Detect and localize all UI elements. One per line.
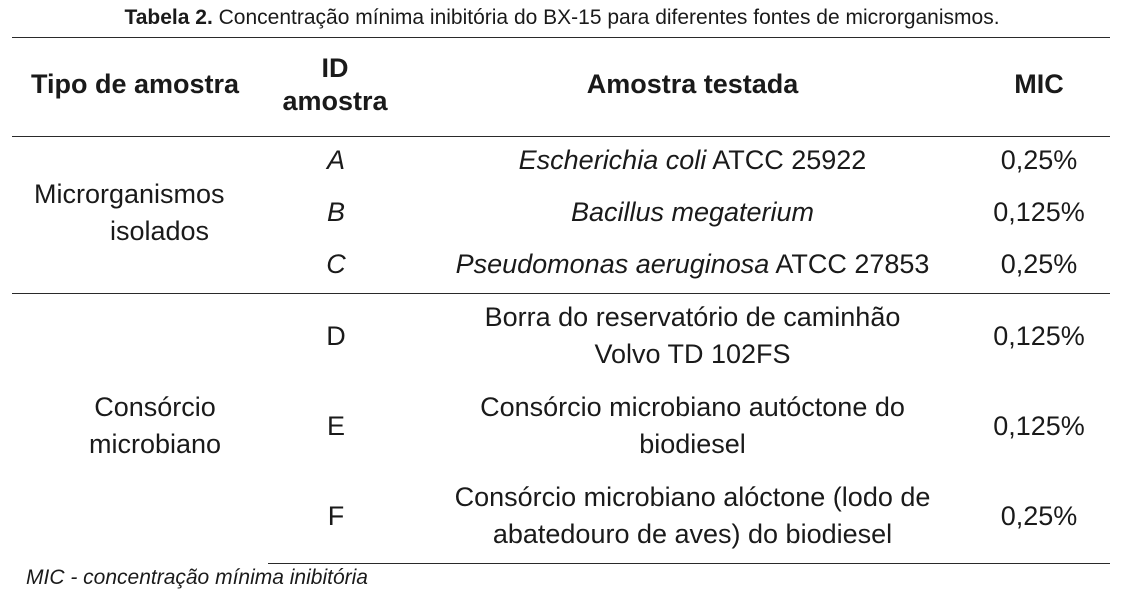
group-label-microrganismos-isolados — [20, 176, 270, 250]
row-d-amostra-line1: Borra do reservatório de caminhão — [484, 302, 901, 332]
bottom-rule — [268, 563, 1110, 564]
row-e-mic: 0,125% — [993, 411, 1085, 441]
header-id-line2: amostra — [282, 86, 388, 116]
table-footnote: MIC - concentração mínima inibitória — [26, 566, 368, 589]
table-caption — [0, 6, 1124, 30]
row-b-id: B — [326, 197, 345, 227]
row-b-mic: 0,125% — [993, 197, 1085, 227]
row-a-strain: ATCC 25922 — [712, 145, 867, 175]
row-c-strain: ATCC 27853 — [775, 249, 930, 279]
row-e-amostra-line2: biodiesel — [639, 429, 746, 459]
row-c-id: C — [326, 249, 346, 279]
row-e-id: E — [326, 411, 345, 441]
row-c-mic: 0,25% — [1000, 249, 1078, 279]
group-divider-rule — [12, 293, 1110, 294]
row-c-species: Pseudomonas aeruginosa — [455, 249, 770, 279]
group2-label-line2: microbiano — [88, 429, 222, 459]
row-d-mic: 0,125% — [993, 321, 1085, 351]
group1-label-line1: Microrganismos — [34, 179, 225, 209]
header-mic: MIC — [1014, 69, 1064, 99]
header-rule — [12, 136, 1110, 137]
group-label-consorcio-microbiano — [30, 389, 280, 463]
caption-label: Tabela 2. — [124, 6, 213, 29]
row-f-id: F — [327, 501, 345, 531]
row-a-species: Escherichia coli — [518, 145, 707, 175]
header-id-amostra — [265, 52, 405, 118]
group2-label-line1: Consórcio — [94, 392, 216, 422]
header-id-line1: ID — [321, 53, 349, 83]
row-b-amostra — [410, 194, 975, 231]
row-f-amostra-line1: Consórcio microbiano alóctone (lodo de — [454, 482, 931, 512]
caption-text: Concentração mínima inibitória do BX-15 para diferentes fontes de microrganismos. — [218, 6, 1000, 29]
row-e-amostra — [410, 389, 975, 463]
row-d-id: D — [326, 321, 346, 351]
row-d-amostra — [410, 299, 975, 373]
row-e-amostra-line1: Consórcio microbiano autóctone do — [480, 392, 905, 422]
row-f-amostra — [410, 479, 975, 553]
row-d-amostra-line2: Volvo TD 102FS — [594, 339, 791, 369]
header-amostra-testada: Amostra testada — [586, 69, 799, 99]
row-f-amostra-line2: abatedouro de aves) do biodiesel — [492, 519, 893, 549]
header-tipo-de-amostra: Tipo de amostra — [30, 69, 240, 99]
row-b-species: Bacillus megaterium — [570, 197, 815, 227]
row-c-amostra — [410, 246, 975, 283]
row-a-mic: 0,25% — [1000, 145, 1078, 175]
row-f-mic: 0,25% — [1000, 501, 1078, 531]
row-a-amostra — [410, 142, 975, 179]
row-a-id: A — [326, 145, 345, 175]
top-rule — [12, 37, 1110, 38]
group1-label-line2: isolados — [110, 216, 210, 246]
